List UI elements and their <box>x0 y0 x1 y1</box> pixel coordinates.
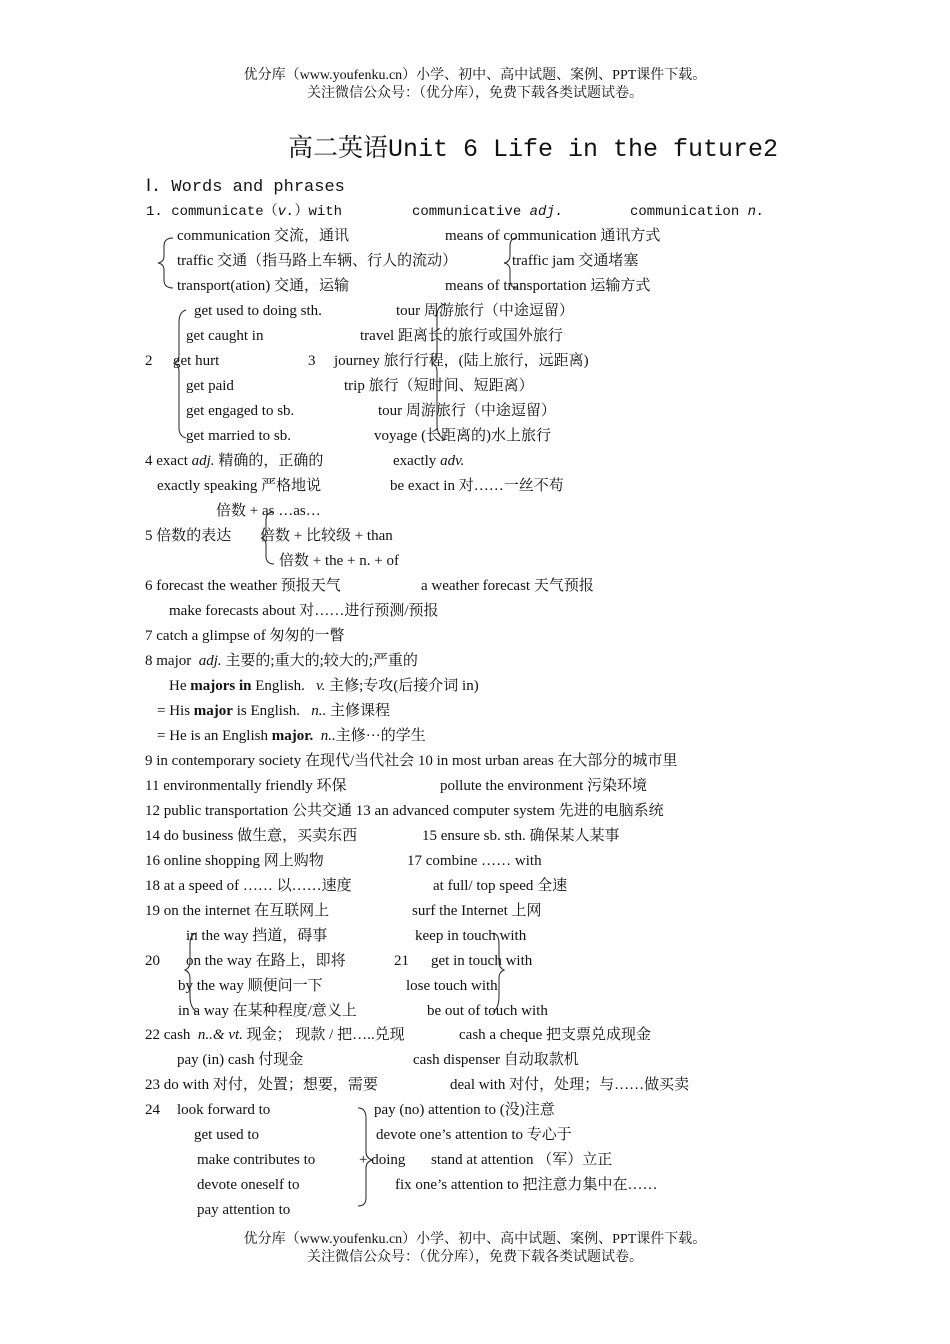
item-18-b: at full/ top speed 全速 <box>433 878 568 894</box>
item-3-f: voyage (长距离的)水上旅行 <box>374 428 552 444</box>
item-18-a: 18 at a speed of …… 以……速度 <box>145 878 352 894</box>
brace-item-2 <box>174 310 186 438</box>
item-24-a: look forward to <box>177 1102 271 1118</box>
item-2-b: get caught in <box>186 328 264 344</box>
item-2-e: get engaged to sb. <box>186 403 295 419</box>
footer-line-2: 关注微信公众号：（优分库），免费下载各类试题试卷。 <box>307 1250 643 1265</box>
item-12-13: 12 public transportation 公共交通 13 an advanced computer system 先进的电脑系统 <box>145 803 664 819</box>
item-21-a: keep in touch with <box>415 928 527 944</box>
item-23-a: 23 do with 对付，处置；想要，需要 <box>145 1077 378 1093</box>
item-3-number: 3 <box>308 353 316 369</box>
item-17: 17 combine …… with <box>407 853 542 869</box>
item-8-b: He majors in English. v. 主修;专攻(后接介词 in) <box>169 678 479 694</box>
item-21-d: be out of touch with <box>427 1003 548 1019</box>
item-3-e: tour 周游旅行（中途逗留） <box>378 403 556 419</box>
item-3-a: tour 周游旅行（中途逗留） <box>396 303 574 319</box>
item-5-bottom: 倍数 + the + n. + of <box>279 553 399 569</box>
item-4-c: exactly speaking 严格地说 <box>157 478 322 494</box>
item-1-right-2: traffic jam 交通堵塞 <box>512 253 639 269</box>
item-1-left-3: transport(ation) 交通，运输 <box>177 278 350 294</box>
item-7: 7 catch a glimpse of 匆匆的一瞥 <box>145 628 345 644</box>
item-11-a: 11 environmentally friendly 环保 <box>145 778 347 794</box>
item-24-c: make contributes to <box>197 1152 316 1168</box>
header-line-1: 优分库（www.youfenku.cn）小学、初中、高中试题、案例、PPT课件下载。 <box>243 68 707 83</box>
item-5-label: 5 倍数的表达 <box>145 528 232 544</box>
item-23-b: deal with 对付，处理；与……做买卖 <box>450 1077 690 1093</box>
item-24-r2: devote one’s attention to 专心于 <box>376 1127 572 1143</box>
item-6-c: make forecasts about 对……进行预测/预报 <box>169 603 439 619</box>
item-24-r3: stand at attention （军）立正 <box>431 1152 613 1168</box>
item-24-d: devote oneself to <box>197 1177 300 1193</box>
brace-item-1-left <box>158 238 173 288</box>
item-3-d: trip 旅行（短时间、短距离） <box>344 378 534 394</box>
item-1-right-3: means of transportation 运输方式 <box>445 278 651 294</box>
item-3-c: journey 旅行行程，(陆上旅行，远距离) <box>334 353 589 369</box>
item-24-b: get used to <box>194 1127 259 1143</box>
item-21-number: 21 <box>394 953 409 969</box>
footer-line-1: 优分库（www.youfenku.cn）小学、初中、高中试题、案例、PPT课件下载。 <box>243 1232 707 1247</box>
item-22-c: pay (in) cash 付现金 <box>177 1052 304 1068</box>
item-8-a: 8 major adj. 主要的;重大的;较大的;严重的 <box>145 653 418 669</box>
item-8-c: = His major is English. n.. 主修课程 <box>157 703 391 719</box>
item-20-a: in the way 挡道，碍事 <box>186 928 328 944</box>
item-20-number: 20 <box>145 953 160 969</box>
item-2-f: get married to sb. <box>186 428 291 444</box>
item-4-a: 4 exact adj. 精确的，正确的 <box>145 453 324 469</box>
item-3-b: travel 距离长的旅行或国外旅行 <box>360 328 563 344</box>
item-16: 16 online shopping 网上购物 <box>145 853 324 869</box>
item-6-a: 6 forecast the weather 预报天气 <box>145 578 341 594</box>
item-1-noun: communication n. <box>630 204 765 220</box>
item-5-mid: 倍数 + 比较级 + than <box>260 528 393 544</box>
item-1-adj: communicative adj. <box>412 204 564 220</box>
item-22-b: cash a cheque 把支票兑成现金 <box>459 1027 652 1043</box>
item-24-e: pay attention to <box>197 1202 291 1218</box>
item-4-d: be exact in 对……一丝不苟 <box>390 478 564 494</box>
item-19-b: surf the Internet 上网 <box>412 903 542 919</box>
item-2-a: get used to doing sth. <box>194 303 322 319</box>
header-line-2: 关注微信公众号：（优分库），免费下载各类试题试卷。 <box>307 86 643 101</box>
item-14: 14 do business 做生意，买卖东西 <box>145 828 358 844</box>
item-9-10: 9 in contemporary society 在现代/当代社会 10 in most urban areas 在大部分的城市里 <box>145 753 678 769</box>
item-1-left-1: communication 交流，通讯 <box>177 228 350 244</box>
item-6-b: a weather forecast 天气预报 <box>421 578 594 594</box>
item-22-a: 22 cash n..& vt. 现金； 现款 / 把…..兑现 <box>145 1027 405 1043</box>
item-24-r1: pay (no) attention to (没)注意 <box>374 1102 555 1118</box>
item-1-right-1: means of communication 通讯方式 <box>445 228 661 244</box>
item-1-line: 1. communicate（v.）with <box>146 204 343 220</box>
item-22-d: cash dispenser 自动取款机 <box>413 1052 579 1068</box>
item-4-b: exactly adv. <box>393 453 465 469</box>
item-8-d: = He is an English major. n..主修···的学生 <box>157 728 426 744</box>
item-2-d: get paid <box>186 378 234 394</box>
item-20-b: on the way 在路上，即将 <box>186 953 346 969</box>
item-24-plus-doing: + doing <box>359 1152 406 1168</box>
item-21-c: lose touch with <box>406 978 498 994</box>
item-21-b: get in touch with <box>431 953 533 969</box>
page-title: 高二英语Unit 6 Life in the future2 <box>288 135 779 164</box>
item-20-c: by the way 顺便问一下 <box>178 978 323 994</box>
item-24-r4: fix one’s attention to 把注意力集中在…… <box>395 1177 658 1193</box>
item-19-a: 19 on the internet 在互联网上 <box>145 903 330 919</box>
item-11-b: pollute the environment 污染环境 <box>440 778 648 794</box>
item-20-d: in a way 在某种程度/意义上 <box>178 1003 357 1019</box>
section-heading: Ⅰ. Words and phrases <box>146 178 345 197</box>
item-1-left-2: traffic 交通（指马路上车辆、行人的流动） <box>177 253 458 269</box>
item-2-c: get hurt <box>173 353 220 369</box>
item-15: 15 ensure sb. sth. 确保某人某事 <box>422 828 620 844</box>
item-2-number: 2 <box>145 353 153 369</box>
item-5-top: 倍数 + as …as… <box>216 503 321 519</box>
item-24-number: 24 <box>145 1102 160 1118</box>
